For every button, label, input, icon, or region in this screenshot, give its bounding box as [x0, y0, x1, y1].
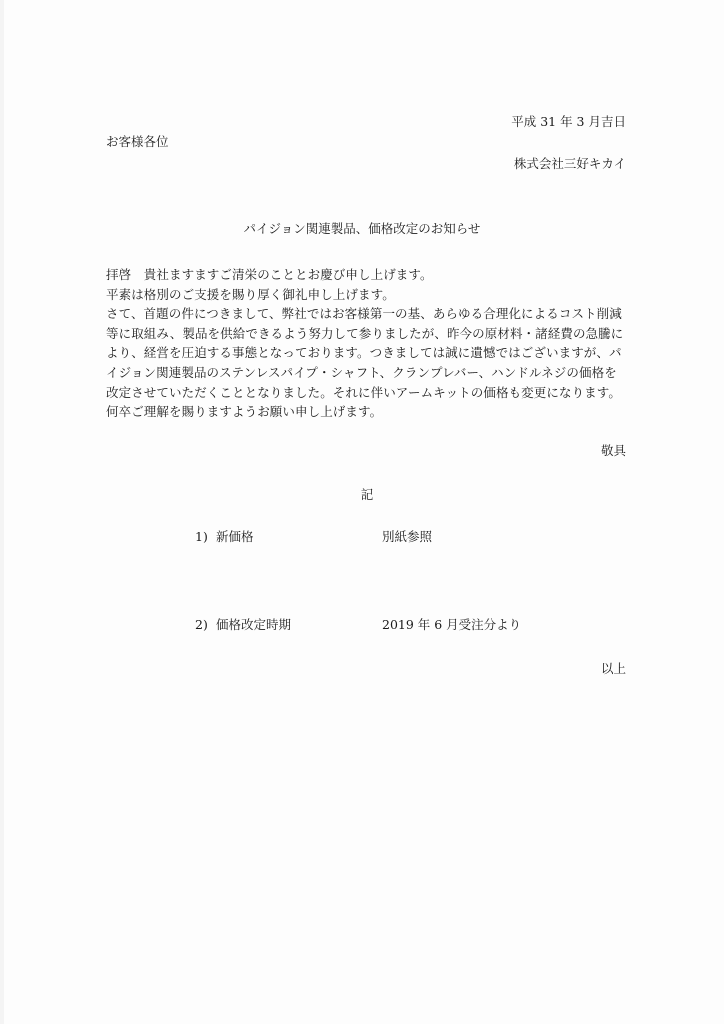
- closing-word: 敬具: [600, 443, 626, 458]
- item-number: 2): [195, 617, 208, 632]
- body-line: 平素は格別のご支援を賜り厚く御礼申し上げます。: [106, 286, 395, 302]
- body-line: より、経営を圧迫する事態となっております。つきましては誠に遺憾ではございますが、パ: [106, 345, 622, 361]
- document-date: 平成 31 年 3 月吉日: [511, 114, 626, 129]
- item-value: 別紙参照: [382, 529, 433, 544]
- recipient: お客様各位: [106, 134, 169, 149]
- body-line: 拝啓 貴社ますますご清栄のこととお慶び申し上げます。: [106, 267, 433, 282]
- ki-heading: 記: [360, 487, 374, 502]
- item-value: 2019 年 6 月受注分より: [382, 617, 522, 632]
- item-label: 価格改定時期: [216, 617, 292, 632]
- sender-company: 株式会社三好キカイ: [513, 156, 626, 171]
- body-line: 何卒ご理解を賜りますようお願い申し上げます。: [106, 404, 383, 420]
- document-title: パイジョン関連製品、価格改定のお知らせ: [243, 221, 481, 236]
- item-label: 新価格: [216, 529, 254, 544]
- body-line: さて、首題の件につきまして、弊社ではお客様第一の基、あらゆる合理化によるコスト削減: [106, 306, 622, 322]
- end-mark: 以上: [600, 661, 626, 676]
- item-number: 1): [195, 529, 208, 544]
- body-line: 改定させていただくこととなりました。それに伴いアームキットの価格も変更になります。: [106, 384, 621, 400]
- body-line: イジョン関連製品のステンレスパイプ・シャフト、クランプレバー、ハンドルネジの価格を: [106, 364, 617, 380]
- body-text: [106, 265, 628, 422]
- body-line: 等に取組み、製品を供給できるよう努力して参りましたが、昨今の原材料・諸経費の急騰に: [106, 325, 624, 341]
- scan-edge: [0, 0, 4, 1024]
